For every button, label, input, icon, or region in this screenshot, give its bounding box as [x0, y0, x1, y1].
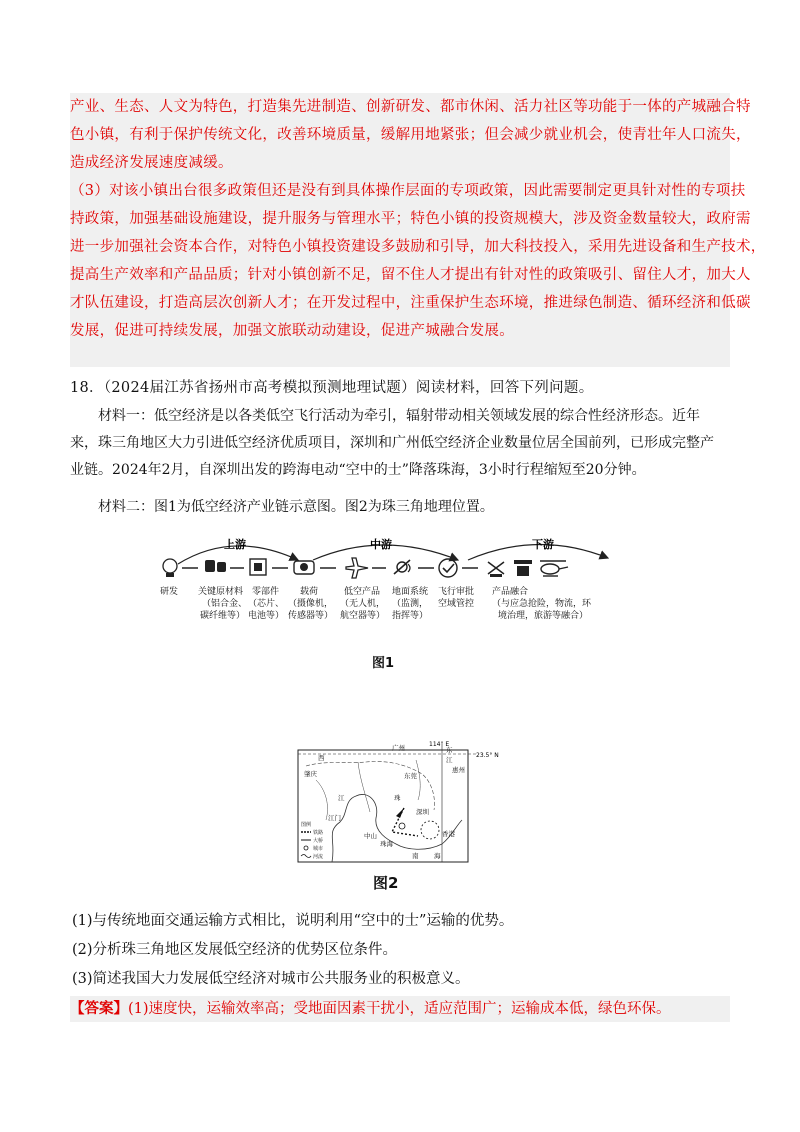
camera-icon — [294, 561, 314, 574]
answer-line: 持政策，加强基础设施建设，提升服务与管理水平；特色小镇的投资规模大，涉及资金数量较大，政府需 — [70, 211, 751, 227]
material-1-line: 材料一：低空经济是以各类低空飞行活动为牵引，辐射带动相关领域发展的综合性经济形态。近年 — [98, 408, 700, 424]
material-1-line: 业链。2024年2月，自深圳出发的跨海电动“空中的士”降落珠海，3小时行程缩短至20分钟。 — [70, 462, 646, 478]
label-payload: 载荷 — [300, 587, 319, 597]
figure-2-pearl-river-delta-map — [296, 740, 504, 864]
material-1-line: 来，珠三角地区大力引进低空经济优质项目，深圳和广州低空经济企业数量位居全国前列，已形成完整产 — [70, 435, 714, 451]
legend-title: 图例 — [301, 822, 312, 828]
map-text: 东 — [446, 746, 453, 754]
map-text: 江 — [338, 794, 345, 802]
place-hongkong: 香港 — [442, 830, 455, 838]
materials-icon — [205, 560, 226, 572]
svg-text:碳纤维等）: 碳纤维等） — [200, 611, 246, 621]
figure-1-caption: 图1 — [372, 656, 395, 671]
svg-text:（铝合金、: （铝合金、 — [202, 599, 248, 609]
svg-text:空域管控: 空域管控 — [438, 599, 475, 609]
place-guangzhou: 广州 — [392, 744, 405, 752]
checkmark-icon — [439, 559, 457, 577]
place-jiangmen: 江门 — [328, 814, 341, 822]
place-dongguan: 东莞 — [404, 772, 417, 780]
airplane-icon — [346, 558, 368, 578]
answer-line: 进一步加强社会资本合作，对特色小镇投资建设多鼓励和引导，加大科技投入，采用先进设备和生产技术， — [70, 239, 766, 255]
svg-text:河流: 河流 — [313, 854, 324, 860]
answer-text: (1)速度快，运输效率高；受地面因素干扰小，适应范围广；运输成本低，绿色环保。 — [128, 1001, 671, 1017]
delivery-drone-icon — [514, 560, 532, 576]
place-zhuhai: 珠海 — [380, 840, 393, 848]
label-materials: 关键原材料 — [198, 587, 244, 597]
previous-answer-block — [70, 93, 766, 367]
question-intro-text: 18．（2024届江苏省扬州市高考模拟预测地理试题）阅读材料，回答下列问题。 — [70, 380, 594, 396]
chip-icon — [250, 559, 266, 575]
svg-text:（监测，: （监测， — [392, 599, 429, 609]
answer-line-18 — [70, 996, 730, 1022]
svg-text:境治理，旅游等融合）: 境治理，旅游等融合） — [498, 611, 589, 621]
svg-text:航空器等）: 航空器等） — [340, 611, 386, 621]
svg-text:指挥等）: 指挥等） — [392, 611, 429, 621]
material-2 — [70, 494, 730, 521]
longitude-label: 114° E — [429, 741, 450, 748]
label-rd: 研发 — [160, 587, 179, 597]
svg-text:城市: 城市 — [313, 846, 324, 852]
svg-text:（无人机，: （无人机， — [340, 599, 386, 609]
figure-1-industry-chain-diagram — [148, 534, 668, 644]
map-text: 珠 — [394, 794, 401, 802]
answer-line: 造成经济发展速度减缓。 — [70, 155, 233, 171]
answer-tag: 【答案】 — [70, 1000, 128, 1017]
latitude-label: 23.5° N — [476, 752, 499, 759]
answer-line: （3）对该小镇出台很多政策但还是没有到具体操作层面的专项政策，因此需要制定更具针对性的专项扶 — [70, 183, 746, 199]
stage-midstream: 中游 — [370, 538, 392, 551]
sub-question-2: (2)分析珠三角地区发展低空经济的优势区位条件。 — [72, 942, 398, 958]
sub-question-3: (3)简述我国大力发展低空经济对城市公共服务业的积极意义。 — [72, 971, 470, 987]
label-parts: 零部件 — [252, 587, 280, 597]
answer-line: 产业、生态、人文为特色，打造集先进制造、创新研发、都市休闲、活力社区等功能于一体的产城融合特 — [70, 99, 751, 115]
material-2-text: 材料二：图1为低空经济产业链示意图。图2为珠三角地理位置。 — [98, 499, 494, 515]
answer-line: 提高生产效率和产品品质；针对小镇创新不足，留不住人才提出有针对性的政策吸引、留住人才，加大人 — [70, 267, 751, 283]
figure-2-caption: 图2 — [373, 874, 399, 892]
svg-text:传感器等）: 传感器等） — [288, 611, 334, 621]
svg-text:（芯片、: （芯片、 — [248, 599, 285, 609]
map-text: 海 — [434, 852, 441, 860]
map-text: 西 — [318, 754, 325, 762]
sub-question-1: (1)与传统地面交通运输方式相比，说明利用“空中的士”运输的优势。 — [72, 913, 514, 929]
lightbulb-icon — [163, 559, 177, 577]
label-approval: 飞行审批 — [438, 587, 475, 597]
stage-upstream: 上游 — [224, 538, 246, 551]
drone-icon — [488, 562, 504, 577]
svg-text:大桥: 大桥 — [313, 838, 324, 844]
answer-line: 发展，促进可持续发展，加强文旅联动动建设，促进产城融合发展。 — [70, 323, 514, 339]
svg-text:（摄像机，: （摄像机， — [288, 599, 334, 609]
svg-text:电池等）: 电池等） — [248, 611, 285, 621]
label-products: 低空产品 — [344, 587, 381, 597]
map-text: 江 — [446, 756, 453, 764]
svg-text:铁路: 铁路 — [313, 830, 324, 836]
question-18-intro — [70, 374, 730, 402]
helicopter-icon — [540, 561, 568, 576]
svg-text:（与应急抢险，物流，环: （与应急抢险，物流，环 — [492, 599, 592, 609]
label-fusion: 产品融合 — [492, 587, 529, 597]
material-1 — [70, 403, 730, 484]
satellite-icon — [394, 560, 410, 574]
place-zhongshan: 中山 — [364, 832, 377, 840]
map-text: 南 — [412, 852, 419, 860]
answer-line: 才队伍建设，打造高层次创新人才；在开发过程中，注重保护生态环境，推进绿色制造、循环经济和低碳 — [70, 295, 751, 311]
label-ground-system: 地面系统 — [392, 587, 429, 597]
place-zhaoqing: 肇庆 — [304, 770, 317, 778]
stage-downstream: 下游 — [532, 538, 554, 551]
answer-line: 色小镇，有利于保护传统文化，改善环境质量，缓解用地紧张；但会减少就业机会，使青壮年人口流失， — [70, 127, 751, 143]
place-huizhou: 惠州 — [452, 766, 465, 774]
place-shenzhen: 深圳 — [416, 808, 429, 816]
